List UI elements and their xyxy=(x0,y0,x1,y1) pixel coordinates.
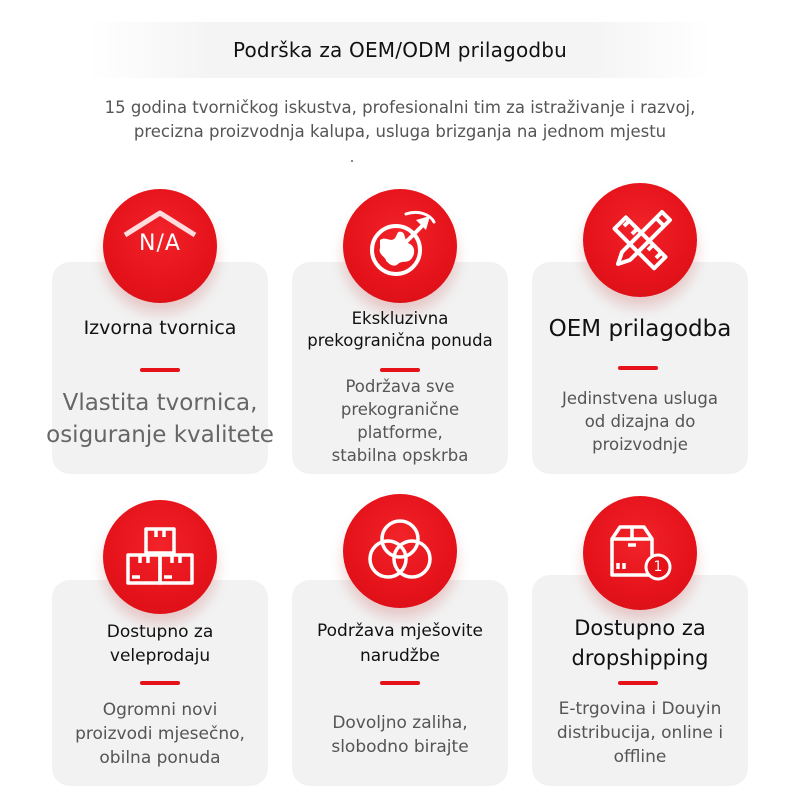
title-underline xyxy=(380,681,420,685)
subtitle-line: precizna proizvodnja kalupa, usluga brizganja na jednom mjestu xyxy=(133,122,667,141)
feature-icon-badge xyxy=(103,500,217,614)
page-title: Podrška za OEM/ODM prilagodbu xyxy=(232,38,568,62)
placeholder-icon-label: N/A xyxy=(139,231,181,256)
feature-description: Dovoljno zaliha, slobodno birajte xyxy=(331,713,469,757)
feature-description: E-trgovina i Douyin distribucija, online i offline xyxy=(556,699,724,767)
title-underline xyxy=(380,368,420,372)
subtitle-line: 15 godina tvorničkog iskustva, profesionalni tim za istraživanje i razvoj, xyxy=(104,98,696,117)
header-banner xyxy=(88,22,712,78)
feature-title: Podržava mješovite narudžbe xyxy=(317,621,483,666)
feature-icon-badge xyxy=(343,494,457,608)
feature-icon-badge xyxy=(583,496,697,610)
feature-description: Jedinstvena usluga od dizajna do proizvodnje xyxy=(561,389,718,454)
page-subtitle xyxy=(40,96,760,144)
title-underline xyxy=(618,366,658,370)
title-underline xyxy=(140,681,180,685)
title-underline xyxy=(618,681,658,685)
decorative-dot xyxy=(351,160,353,162)
feature-description: Vlastita tvornica, osiguranje kvalitete xyxy=(46,390,274,448)
feature-icon-badge xyxy=(103,189,217,303)
feature-description: Ogromni novi proizvodi mjesečno, obilna ponuda xyxy=(75,700,245,768)
overlapping-circles-icon xyxy=(360,511,440,591)
feature-description: Podržava sve prekogranične platforme, stabilna opskrba xyxy=(331,377,469,465)
feature-icon-badge xyxy=(343,189,457,303)
package-one-icon xyxy=(598,511,682,595)
feature-title: OEM prilagodba xyxy=(548,316,732,342)
feature-title: Dostupno za veleprodaju xyxy=(106,622,214,666)
feature-title: Ekskluzivna prekogranična ponuda xyxy=(307,309,493,350)
package-badge-number: 1 xyxy=(653,559,663,575)
feature-title: Izvorna tvornica xyxy=(83,317,237,339)
title-underline xyxy=(140,368,180,372)
stacked-boxes-icon xyxy=(118,515,202,599)
feature-title: Dostupno za dropshipping xyxy=(571,616,709,670)
feature-icon-badge xyxy=(583,183,697,297)
globe-arrow-icon xyxy=(360,206,440,286)
factory-roof-icon xyxy=(103,189,217,303)
pencil-ruler-icon xyxy=(600,200,680,280)
